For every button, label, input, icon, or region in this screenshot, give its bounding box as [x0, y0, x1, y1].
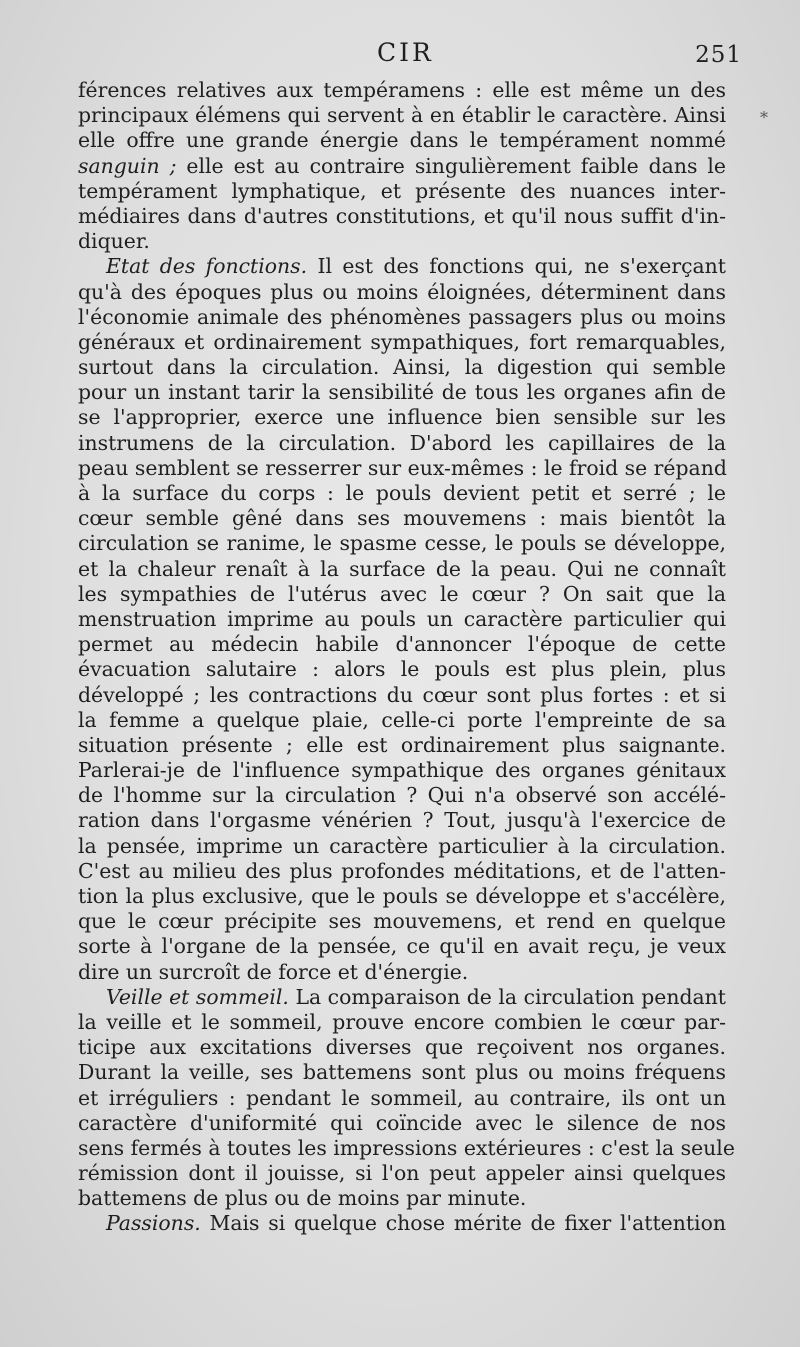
text-line	[78, 1161, 726, 1186]
text-line	[78, 1086, 726, 1111]
text-line	[78, 557, 726, 582]
text-line	[78, 1060, 726, 1085]
line-text: Durant la veille, ses battemens sont plus ou moins fréquens	[78, 1060, 726, 1085]
line-text: les sympathies de l'utérus avec le cœur ? On sait que la	[78, 581, 726, 606]
page-number: 251	[695, 42, 742, 68]
text-line	[78, 1211, 726, 1236]
line-text: Parlerai-je de l'influence sympathique des organes génitaux	[78, 758, 726, 783]
body-text	[78, 78, 735, 1237]
line-text: et irréguliers : pendant le sommeil, au contraire, ils ont un	[78, 1085, 726, 1110]
line-text: sorte à l'organe de la pensée, ce qu'il en avait reçu, je veux	[78, 934, 726, 959]
running-head: CIR	[377, 38, 434, 67]
line-text: caractère d'uniformité qui coïncide avec le silence de nos	[78, 1110, 726, 1135]
line-text: la femme a quelque plaie, celle-ci porte l'empreinte de sa	[78, 707, 726, 732]
text-line	[78, 708, 726, 733]
paragraph-heading: Passions.	[106, 1211, 201, 1236]
text-line	[78, 481, 726, 506]
text-line	[78, 1135, 735, 1161]
text-line	[78, 431, 726, 456]
text-line	[78, 909, 726, 934]
line-text: cœur semble gêné dans ses mouvemens : mais bientôt la	[78, 506, 726, 531]
page-header	[0, 38, 800, 78]
line-text: circulation se ranime, le spasme cesse, le pouls se développe,	[78, 531, 726, 556]
line-text: peau semblent se resserrer sur eux-mêmes : le froid se répand	[78, 455, 727, 480]
line-text: à la surface du corps : le pouls devient petit et serré ; le	[78, 481, 726, 505]
line-text: évacuation salutaire : alors le pouls est plus plein, plus	[78, 657, 726, 682]
text-line	[78, 78, 726, 103]
text-line	[78, 934, 726, 959]
line-text: tion la plus exclusive, que le pouls se développe et s'accélère,	[78, 884, 726, 908]
line-text: que le cœur précipite ses mouvemens, et rend en quelque	[78, 909, 726, 934]
text-line	[78, 960, 726, 985]
line-text: elle est au contraire singulièrement faible dans le	[176, 153, 726, 178]
line-text: diquer.	[78, 229, 150, 254]
line-text: tempérament lymphatique, et présente des nuances inter-	[78, 178, 726, 203]
line-text: Mais si quelque chose mérite de fixer l'attention	[200, 1211, 726, 1236]
line-text: menstruation imprime au pouls un caractère particulier qui	[78, 606, 726, 631]
line-text: situation présente ; elle est ordinairement plus saignante.	[78, 732, 726, 757]
text-line	[78, 204, 726, 229]
line-text: de l'homme sur la circulation ? Qui n'a observé son accélé-	[78, 783, 726, 808]
text-line	[78, 884, 726, 909]
text-line	[78, 103, 726, 128]
line-text: Il est des fonctions qui, ne s'exerçant	[307, 254, 726, 279]
text-line	[78, 1111, 726, 1136]
paragraph-heading: sanguin ;	[78, 153, 177, 178]
text-line	[78, 506, 726, 531]
line-text: la pensée, imprime un caractère particulier à la circulation.	[78, 833, 726, 858]
line-text: développé ; les contractions du cœur sont plus fortes : et si	[78, 682, 726, 707]
line-text: rémission dont il jouisse, si l'on peut appeler ainsi quelques	[78, 1161, 726, 1186]
text-line	[78, 128, 726, 153]
text-line	[78, 531, 726, 556]
line-text: permet au médecin habile d'annoncer l'époque de cette	[78, 632, 726, 657]
line-text: généraux et ordinairement sympathiques, fort remarquables,	[78, 329, 726, 354]
text-line	[78, 280, 726, 305]
line-text: pour un instant tarir la sensibilité de tous les organes afin de	[78, 380, 726, 405]
text-line	[78, 229, 726, 254]
text-line	[78, 834, 726, 859]
line-text: dire un surcroît de force et d'énergie.	[78, 959, 469, 984]
text-line	[78, 305, 726, 330]
paragraph-heading: Etat des fonctions.	[106, 254, 308, 279]
text-line	[78, 859, 726, 884]
line-text: ration dans l'orgasme vénérien ? Tout, jusqu'à l'exercice de	[78, 808, 726, 833]
text-line	[78, 632, 726, 657]
paragraph-heading: Veille et sommeil.	[106, 984, 289, 1009]
line-text: ticipe aux excitations diverses que reçoivent nos organes.	[78, 1035, 726, 1060]
text-line	[78, 1010, 726, 1035]
text-line	[78, 179, 726, 204]
line-text: la veille et le sommeil, prouve encore combien le cœur par-	[78, 1009, 726, 1034]
text-line	[78, 330, 726, 355]
line-text: instrumens de la circulation. D'abord les capillaires de la	[78, 430, 726, 455]
line-text: qu'à des époques plus ou moins éloignées, déterminent dans	[78, 279, 726, 304]
line-text: battemens de plus ou de moins par minute.	[78, 1186, 527, 1211]
text-line	[78, 733, 726, 758]
text-line	[78, 1186, 726, 1211]
text-line	[78, 1035, 726, 1060]
text-line	[78, 456, 726, 481]
text-line	[78, 380, 726, 405]
line-text: médiaires dans d'autres constitutions, et qu'il nous suffit d'in-	[78, 203, 726, 228]
text-line	[78, 808, 726, 833]
line-text: elle offre une grande énergie dans le tempérament nommé	[78, 128, 726, 153]
text-line	[78, 154, 726, 179]
line-text: se l'approprier, exerce une influence bien sensible sur les	[78, 405, 726, 430]
line-text: La comparaison de la circulation pendant	[288, 984, 727, 1009]
text-line	[78, 985, 726, 1010]
text-line	[78, 657, 726, 682]
text-line	[78, 783, 726, 808]
text-line	[78, 355, 726, 380]
line-text: l'économie animale des phénomènes passagers plus ou moins	[78, 304, 726, 329]
line-text: principaux élémens qui servent à en établir le caractère. Ainsi	[78, 103, 726, 128]
text-line	[78, 607, 726, 632]
line-text: surtout dans la circulation. Ainsi, la digestion qui semble	[78, 355, 726, 380]
text-line	[78, 582, 726, 607]
line-text: C'est au milieu des plus profondes méditations, et de l'atten-	[78, 858, 726, 883]
text-line	[78, 254, 726, 279]
text-line	[78, 405, 726, 430]
text-line	[78, 683, 726, 708]
text-line	[78, 758, 726, 783]
line-text: et la chaleur renaît à la surface de la peau. Qui ne connaît	[78, 556, 726, 581]
line-text: férences relatives aux tempéramens : elle est même un des	[78, 78, 726, 102]
line-text: sens fermés à toutes les impressions extérieures : c'est la seule	[78, 1135, 735, 1160]
margin-mark: *	[760, 108, 768, 127]
